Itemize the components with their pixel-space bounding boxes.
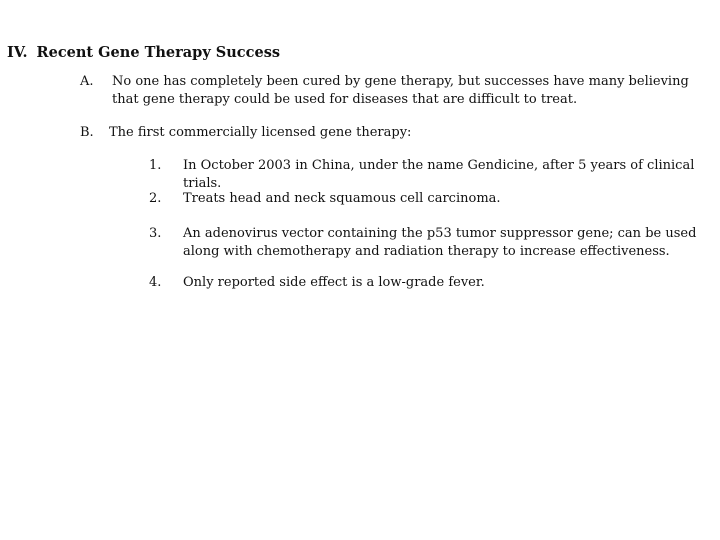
section-heading: [7, 44, 280, 61]
outline-marker: A.: [80, 74, 94, 89]
numbered-text: Treats head and neck squamous cell carcinoma.: [183, 191, 501, 206]
numbered-item-2: [149, 190, 714, 210]
numbered-marker: 4.: [149, 275, 162, 290]
section-title: Recent Gene Therapy Success: [36, 44, 281, 61]
outline-item-b: [80, 124, 710, 144]
numbered-item-3: [149, 225, 714, 265]
outline-marker: B.: [80, 125, 94, 140]
outline-text: No one has completely been cured by gene therapy, but successes have many believing that gene therapy could be used for diseases that are difficult to treat.: [112, 74, 689, 107]
numbered-marker: 3.: [149, 226, 162, 241]
outline-item-a: [80, 73, 710, 113]
section-number: IV.: [7, 44, 28, 61]
numbered-text: Only reported side effect is a low-grade fever.: [183, 275, 485, 290]
numbered-item-1: [149, 157, 714, 191]
numbered-marker: 2.: [149, 191, 162, 206]
numbered-marker: 1.: [149, 158, 162, 173]
numbered-item-4: [149, 274, 714, 294]
numbered-text: In October 2003 in China, under the name Gendicine, after 5 years of clinical trials.: [183, 158, 695, 191]
numbered-text: An adenovirus vector containing the p53 tumor suppressor gene; can be used along with chemotherapy and radiation therapy to increase effectiveness.: [183, 226, 697, 259]
outline-text: The first commercially licensed gene therapy:: [109, 125, 412, 140]
